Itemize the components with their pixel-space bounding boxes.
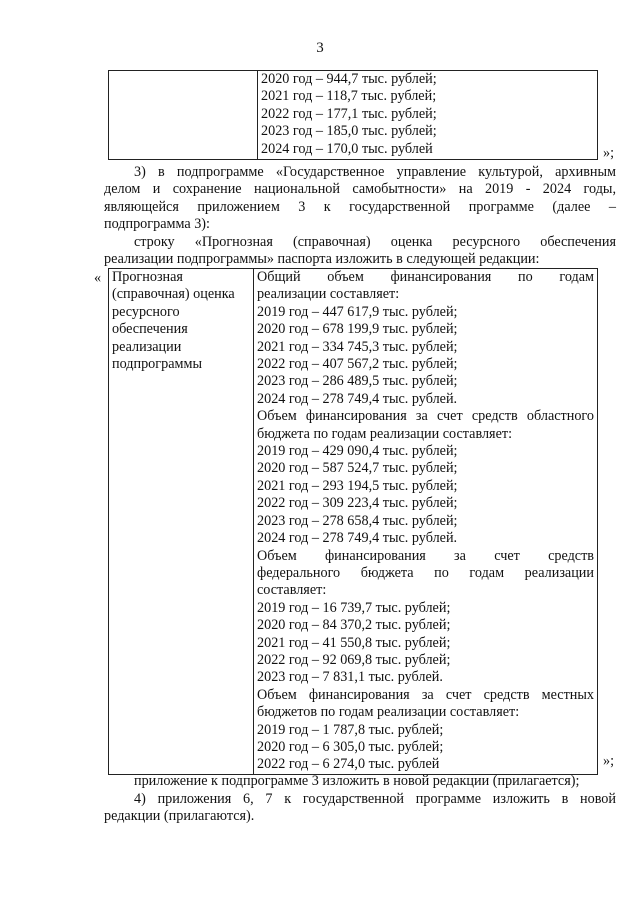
table2-closing-quote: »; [603,753,615,769]
local-line: 2019 год – 1 787,8 тыс. рублей; [257,721,444,738]
paragraph-appendix [104,773,616,790]
regional-line: 2022 год – 309 223,4 тыс. рублей; [257,495,458,512]
federal-line: 2019 год – 16 739,7 тыс. рублей; [257,599,451,616]
table-continuation [108,70,598,160]
table1-left-cell [109,71,258,160]
paragraph-line: строку «Прогнозная (справочная) оценка ресурсного обеспечения [134,234,616,250]
local-heading: Объем финансирования за счет средств местных [257,686,594,703]
label-line: подпрограммы [112,356,202,373]
table1-right-cell [258,71,598,160]
total-line: 2020 год – 678 199,9 тыс. рублей; [257,321,458,338]
local-heading: бюджетов по годам реализации составляет: [257,704,520,721]
local-line: 2020 год – 6 305,0 тыс. рублей; [257,738,444,755]
label-line: Прогнозная [112,269,183,285]
federal-line: 2021 год – 41 550,8 тыс. рублей; [257,634,451,651]
table1-closing-quote: »; [603,145,615,161]
table2-label-cell [109,269,254,775]
paragraph-line: реализации подпрограммы» паспорта изложить в следующей редакции: [104,251,540,268]
total-line: 2023 год – 286 489,5 тыс. рублей; [257,373,458,390]
regional-line: 2019 год – 429 090,4 тыс. рублей; [257,443,458,460]
paragraph-line: редакции (прилагаются). [104,808,255,825]
paragraph-line: приложение к подпрограмме 3 изложить в новой редакции (прилагается); [134,773,580,789]
paragraph-4 [104,791,616,826]
regional-line: 2023 год – 278 658,4 тыс. рублей; [257,512,458,529]
federal-heading: федерального бюджета по годам реализации [257,564,594,581]
total-line: 2021 год – 334 745,3 тыс. рублей; [257,338,458,355]
table-resource-estimate [108,268,598,775]
federal-line: 2020 год – 84 370,2 тыс. рублей; [257,617,451,634]
table2-content-cell [254,269,598,775]
federal-heading: Объем финансирования за счет средств [257,547,594,564]
total-line: 2022 год – 407 567,2 тыс. рублей; [257,356,458,373]
total-line: 2019 год – 447 617,9 тыс. рублей; [257,303,458,320]
table1-line: 2020 год – 944,7 тыс. рублей; [261,71,437,87]
regional-line: 2020 год – 587 524,7 тыс. рублей; [257,460,458,477]
table1-line: 2024 год – 170,0 тыс. рублей [261,140,433,157]
local-line: 2022 год – 6 274,0 тыс. рублей [257,756,440,773]
table1-line: 2022 год – 177,1 тыс. рублей; [261,105,437,122]
regional-line: 2021 год – 293 194,5 тыс. рублей; [257,477,458,494]
label-line: ресурсного [112,303,180,320]
paragraph-line: делом и сохранение национальной самобытности» на 2019 - 2024 годы, [104,181,616,198]
paragraph-line: 4) приложения 6, 7 к государственной программе изложить в новой [134,791,616,807]
table2-opening-quote: « [94,270,102,286]
label-line: обеспечения [112,321,188,338]
page-number: 3 [316,40,324,56]
label-line: (справочная) оценка [112,286,235,303]
table1-line: 2023 год – 185,0 тыс. рублей; [261,123,437,140]
total-line: 2024 год – 278 749,4 тыс. рублей. [257,390,458,407]
regional-heading: Объем финансирования за счет средств областного [257,408,594,425]
total-heading: реализации составляет: [257,286,400,303]
table1-line: 2021 год – 118,7 тыс. рублей; [261,88,437,105]
paragraph-line: подпрограмма 3): [104,216,210,233]
paragraph-row-instruction [104,234,616,269]
regional-heading: бюджета по годам реализации составляет: [257,425,513,442]
total-heading: Общий объем финансирования по годам [257,269,594,285]
paragraph-line: 3) в подпрограмме «Государственное управление культурой, архивным [134,164,616,180]
paragraph-line: являющейся приложением 3 к государственной программе (далее – [104,198,616,215]
federal-line: 2022 год – 92 069,8 тыс. рублей; [257,651,451,668]
federal-heading: составляет: [257,582,327,599]
paragraph-3 [104,164,616,234]
federal-line: 2023 год – 7 831,1 тыс. рублей. [257,669,443,686]
regional-line: 2024 год – 278 749,4 тыс. рублей. [257,530,458,547]
label-line: реализации [112,338,182,355]
